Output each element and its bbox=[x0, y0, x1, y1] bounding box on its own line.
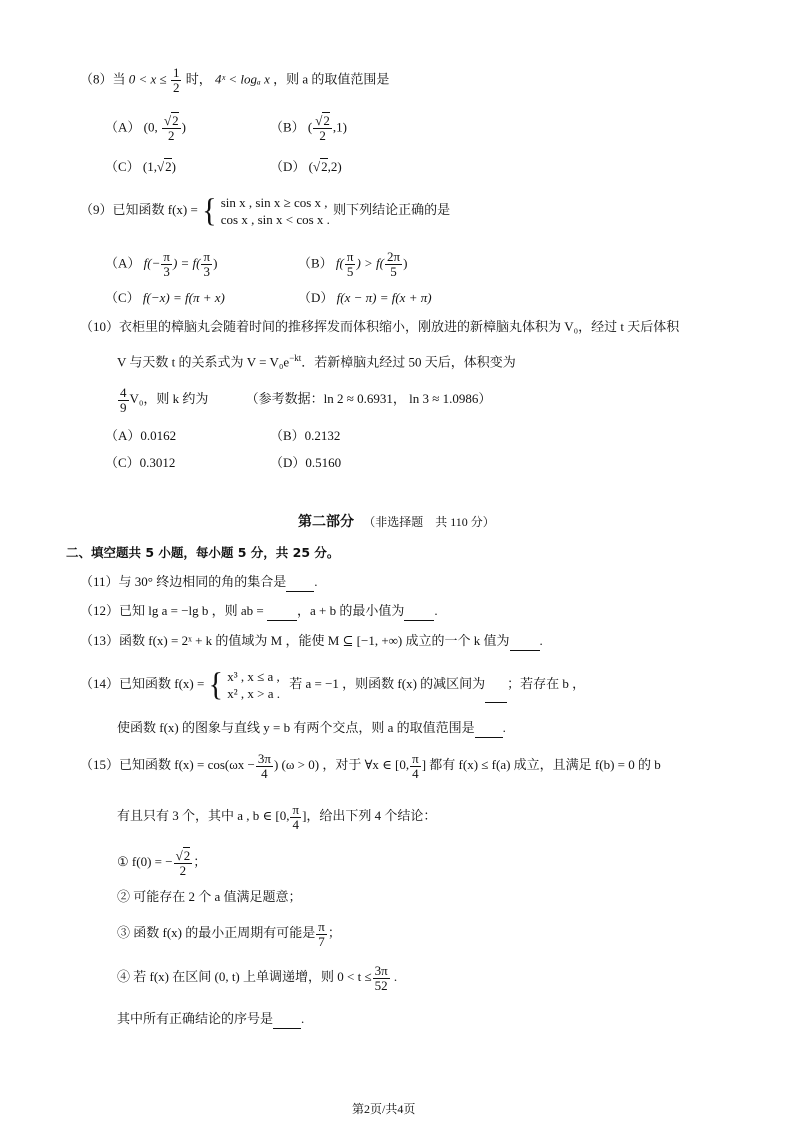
q14-brace: { bbox=[208, 666, 223, 703]
q15-c4-den: 52 bbox=[374, 977, 388, 993]
q11-end: . bbox=[314, 574, 318, 589]
q9-b-f2n: 2π bbox=[387, 249, 401, 264]
q10-line3 bbox=[117, 383, 491, 415]
q8-d-rad: 2 bbox=[321, 159, 328, 174]
q9-b-f1d: 5 bbox=[346, 264, 354, 279]
q9-b-f1n: π bbox=[346, 249, 354, 264]
q8-half-den: 2 bbox=[172, 80, 180, 95]
q14-blank-1[interactable] bbox=[485, 666, 507, 703]
q15-l1b: ) (ω > 0) ，对于 ∀x ∈ [0, bbox=[273, 757, 410, 772]
q9-case1: sin x , sin x ≥ cos x , bbox=[220, 195, 328, 211]
q15-conclusion-4 bbox=[117, 960, 397, 994]
q15-frac-pi4-b bbox=[290, 803, 301, 832]
q9-a-l1: f(− bbox=[143, 255, 161, 271]
q8-b-post: ,1) bbox=[332, 119, 347, 135]
q8-b-frac bbox=[313, 114, 332, 143]
q15-conclusion-2: ② 可能存在 2 个 a 值满足题意； bbox=[117, 889, 302, 904]
q10-option-a: （A）0.0162 bbox=[105, 428, 177, 443]
q12-blank-2[interactable] bbox=[404, 602, 434, 621]
q8-b-den: 2 bbox=[319, 128, 326, 143]
q15-c3-den: 7 bbox=[318, 933, 325, 949]
q15-frac-pi4 bbox=[410, 752, 421, 781]
q14-label: （14）已知函数 f(x) = bbox=[80, 676, 205, 691]
q9-a-mid: ) = f( bbox=[172, 255, 201, 271]
q10-frac bbox=[118, 386, 129, 415]
q9-case2: cos x , sin x < cos x . bbox=[220, 212, 330, 228]
q15-frac3-den: 4 bbox=[292, 816, 300, 832]
q9-a-label: （A） bbox=[105, 255, 141, 271]
q8-c-pre: (1, bbox=[142, 159, 158, 174]
q9-stem bbox=[80, 193, 450, 228]
q11-text: （11）与 30° 终边相同的角的集合是 bbox=[80, 574, 287, 589]
q8-ask: ，则 a 的取值范围是 bbox=[273, 71, 390, 87]
q15-l1a: （15）已知函数 f(x) = cos(ωx − bbox=[80, 757, 255, 772]
q15-l1c: ] 都有 f(x) ≤ f(a) 成立，且满足 f(b) = 0 的 b bbox=[421, 757, 661, 772]
q13 bbox=[80, 632, 543, 651]
q15-c3b: ； bbox=[327, 925, 341, 940]
q12-end: . bbox=[434, 603, 438, 618]
q10-option-b: （B）0.2132 bbox=[270, 428, 341, 443]
q13-blank[interactable] bbox=[510, 632, 540, 651]
q8-label: （8）当 bbox=[80, 71, 126, 87]
q8-half-num: 1 bbox=[172, 65, 180, 80]
q9-b-end: ) bbox=[403, 255, 408, 271]
q8-c-label: （C） bbox=[105, 159, 140, 174]
q15-c1-frac bbox=[174, 849, 193, 878]
q9-a-f2n: π bbox=[203, 249, 211, 264]
q15-c1-rad: 2 bbox=[183, 847, 191, 863]
q10-line2 bbox=[117, 349, 516, 371]
q8-option-d: （D） (√2,2) bbox=[270, 159, 342, 174]
q10-option-d: （D）0.5160 bbox=[270, 455, 342, 470]
q9-ask: 则下列结论正确的是 bbox=[333, 202, 451, 217]
q12-blank-1[interactable] bbox=[267, 602, 297, 621]
q15-ask bbox=[117, 1010, 304, 1029]
q15-end: . bbox=[301, 1011, 305, 1026]
q10-line2a: V 与天数 t 的关系式为 V = V₀e bbox=[117, 354, 290, 370]
q15-c1-den: 2 bbox=[179, 862, 187, 878]
q10-reference-data: （参考数据：ln 2 ≈ 0.6931， ln 3 ≈ 1.0986） bbox=[245, 391, 492, 406]
q9-a-frac1 bbox=[161, 250, 172, 279]
q15-c4b: . bbox=[393, 969, 398, 984]
q15-c4-num: 3π bbox=[374, 962, 388, 978]
section-heading: 二、填空题共 5 小题，每小题 5 分，共 25 分。 bbox=[66, 545, 340, 560]
q15-frac2-den: 4 bbox=[412, 765, 419, 781]
q8-condition: 0 < x ≤ bbox=[128, 71, 167, 87]
q9-cases bbox=[221, 194, 330, 228]
q15-c3-num: π bbox=[318, 918, 325, 934]
q8-a-num: √2 bbox=[163, 113, 179, 128]
q8-c-rad: 2 bbox=[165, 159, 172, 174]
q13-text: （13）函数 f(x) = 2ˣ + k 的值域为 M ，能使 M ⊆ [−1, +∞) 成立的一个 k 值为 bbox=[80, 633, 510, 648]
q9-option-a bbox=[105, 250, 217, 279]
q10-frac-num: 4 bbox=[120, 384, 127, 400]
q14-line1 bbox=[80, 666, 585, 703]
q9-b-mid: ) > f( bbox=[356, 255, 384, 271]
q15-frac-3pi4 bbox=[256, 752, 273, 781]
q10-frac-den: 9 bbox=[120, 399, 127, 415]
q8-a-pre: (0, bbox=[143, 119, 158, 135]
q8-a-den: 2 bbox=[168, 128, 175, 143]
q9-option-c bbox=[105, 289, 225, 307]
q9-a-end: ) bbox=[213, 255, 218, 271]
q8-b-label: （B） bbox=[270, 119, 305, 135]
q14-line2-text: 使函数 f(x) 的图象与直线 y = b 有两个交点，则 a 的取值范围是 bbox=[117, 720, 475, 735]
q8-half bbox=[171, 66, 182, 95]
q15-line1 bbox=[80, 749, 661, 781]
q12-part-b: ，a + b 的最小值为 bbox=[297, 603, 405, 618]
q9-b-frac2 bbox=[385, 250, 402, 279]
q15-frac2-num: π bbox=[412, 750, 419, 766]
q15-c1b: ； bbox=[193, 854, 207, 869]
q9-b-l1: f( bbox=[335, 255, 344, 271]
q8-a-post: ) bbox=[181, 119, 186, 135]
q8-b-num: √2 bbox=[315, 113, 330, 128]
q14-mid: 若 a = −1 ，则函数 f(x) 的减区间为 bbox=[289, 676, 486, 691]
q8-rest: 时， bbox=[185, 71, 212, 87]
q8-b-rad: 2 bbox=[323, 113, 330, 128]
q15-c1-num: √2 bbox=[175, 847, 191, 863]
q8-b-pre: ( bbox=[307, 119, 313, 135]
q10-line2b: ．若新樟脑丸经过 50 天后，体积变为 bbox=[301, 354, 516, 370]
q15-conclusion-1 bbox=[117, 845, 206, 879]
q10-exponent: −kt bbox=[289, 353, 302, 363]
q9-d-text: f(x − π) = f(x + π) bbox=[336, 290, 432, 305]
page-footer: 第2页/共4页 bbox=[352, 1102, 416, 1116]
q8-option-c: （C） (1,√2) bbox=[105, 159, 176, 174]
q8-option-a bbox=[105, 114, 186, 143]
q9-option-d bbox=[298, 289, 432, 307]
q15-conclusion-3 bbox=[117, 916, 341, 950]
q14-cases bbox=[227, 668, 280, 702]
q9-option-b bbox=[298, 250, 407, 279]
q15-blank[interactable] bbox=[273, 1010, 301, 1029]
q9-d-label: （D） bbox=[298, 290, 334, 305]
q9-brace: { bbox=[202, 192, 217, 229]
q15-frac1-den: 4 bbox=[261, 765, 268, 781]
q15-l2a: 有且只有 3 个，其中 a , b ∈ [0, bbox=[117, 808, 290, 823]
q8-a-label: （A） bbox=[105, 119, 141, 135]
q15-frac3-num: π bbox=[292, 801, 300, 817]
q12 bbox=[80, 602, 438, 621]
q12-part-a: （12）已知 lg a = −lg b ，则 ab = bbox=[80, 603, 264, 618]
q9-label: （9）已知函数 f(x) = bbox=[80, 202, 198, 217]
q11-blank[interactable] bbox=[286, 573, 314, 592]
q9-a-f1d: 3 bbox=[163, 264, 170, 279]
q8-c-post: ) bbox=[171, 159, 176, 174]
q14-blank-2[interactable] bbox=[475, 719, 503, 738]
q10-line1: （10）衣柜里的樟脑丸会随着时间的推移挥发而体积缩小，刚放进的新樟脑丸体积为 V₀，经过 t 天后体积 bbox=[80, 319, 680, 334]
q8-stem bbox=[80, 66, 389, 95]
q15-line2 bbox=[117, 800, 436, 832]
q9-a-f1n: π bbox=[163, 249, 170, 264]
q9-c-label: （C） bbox=[105, 290, 140, 305]
q14-end: . bbox=[502, 720, 506, 735]
q15-c4a: ④ 若 f(x) 在区间 (0, t) 上单调递增，则 0 < t ≤ bbox=[117, 969, 372, 984]
q15-ask-text: 其中所有正确结论的序号是 bbox=[117, 1011, 274, 1026]
q14-line2 bbox=[117, 719, 506, 738]
q8-inequality: 4ˣ < logₐ x bbox=[214, 71, 270, 87]
q9-a-frac2 bbox=[201, 250, 212, 279]
part2-title: 第二部分 bbox=[298, 514, 354, 530]
q13-end: . bbox=[539, 633, 543, 648]
q8-a-rad: 2 bbox=[172, 113, 179, 128]
part2-subtitle: （非选择题 共 110 分） bbox=[363, 515, 495, 529]
q14-mid2: ；若存在 b ， bbox=[507, 676, 586, 691]
q8-d-post: ,2) bbox=[327, 159, 342, 174]
q15-l2b: ]，给出下列 4 个结论： bbox=[302, 808, 437, 823]
q15-c1a: ① f(0) = − bbox=[117, 854, 173, 869]
q15-c4-frac bbox=[373, 964, 390, 993]
q8-option-b bbox=[270, 114, 347, 143]
q10-line3a: V₀，则 k 约为 bbox=[129, 391, 209, 406]
q11 bbox=[80, 573, 317, 592]
q8-d-pre: ( bbox=[308, 159, 313, 174]
q8-a-frac bbox=[162, 114, 181, 143]
q8-d-label: （D） bbox=[270, 159, 306, 174]
q14-case2: x² , x > a . bbox=[227, 686, 280, 702]
q9-b-f2d: 5 bbox=[390, 264, 397, 279]
q15-c3a: ③ 函数 f(x) 的最小正周期有可能是 bbox=[117, 925, 316, 940]
q9-b-frac1 bbox=[345, 250, 356, 279]
q10-option-c: （C）0.3012 bbox=[105, 455, 176, 470]
q15-c3-frac bbox=[316, 920, 327, 949]
part2-heading bbox=[298, 513, 495, 531]
q9-c-text: f(−x) = f(π + x) bbox=[142, 290, 225, 305]
q15-frac1-num: 3π bbox=[257, 750, 271, 766]
q14-case1: x³ , x ≤ a , bbox=[227, 669, 280, 685]
q9-a-f2d: 3 bbox=[203, 264, 211, 279]
q9-b-label: （B） bbox=[298, 255, 333, 271]
